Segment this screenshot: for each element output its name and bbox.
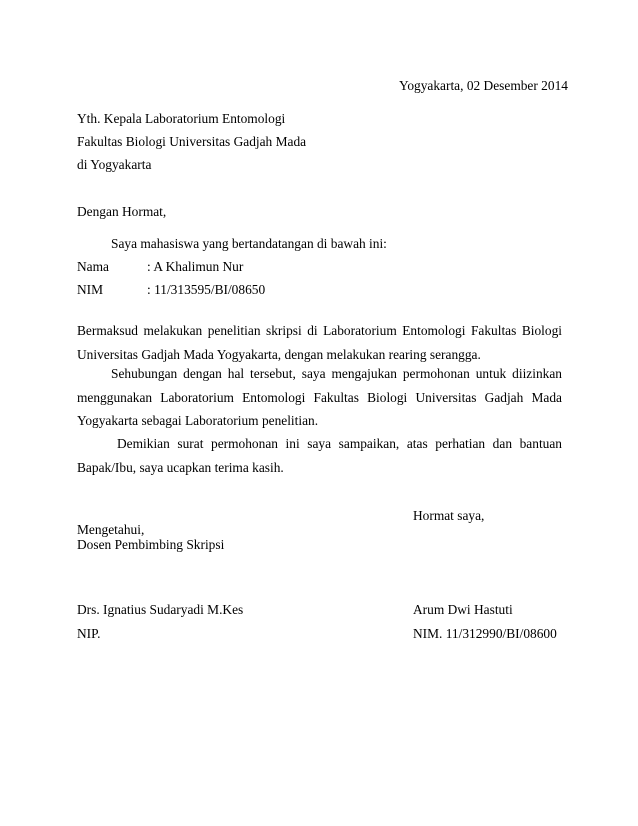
intro-text: Saya mahasiswa yang bertandatangan di bawah ini: [111,236,387,251]
approver-id: NIP. [77,626,101,641]
approval-label: Mengetahui, [77,522,145,537]
recipient-line-1: Yth. Kepala Laboratorium Entomologi [77,111,286,126]
paragraph-purpose: Bermaksud melakukan penelitian skripsi di Laboratorium Entomologi Fakultas Biologi Universitas Gadjah Mada Yogyakarta, dengan melakukan rearing serangga. [77,323,562,362]
sender-id: NIM. 11/312990/BI/08600 [413,626,557,641]
identity-nim-label: NIM [77,282,104,297]
paragraph-request: Sehubungan dengan hal tersebut, saya mengajukan permohonan untuk diizinkan menggunakan Laboratorium Entomologi Fakultas Biologi Universitas Gadjah Mada Yogyakarta sebagai Laboratorium penelitian. [77,366,562,428]
recipient-line-3: di Yogyakarta [77,157,152,172]
sender-name: Arum Dwi Hastuti [413,602,513,617]
approver-name: Drs. Ignatius Sudaryadi M.Kes [77,602,244,617]
paragraph-closing: Demikian surat permohonan ini saya sampaikan, atas perhatian dan bantuan Bapak/Ibu, saya ucapkan terima kasih. [77,436,562,475]
approval-role: Dosen Pembimbing Skripsi [77,537,225,552]
place-date: Yogyakarta, 02 Desember 2014 [399,78,568,93]
identity-name-value: : A Khalimun Nur [147,259,244,274]
recipient-line-2: Fakultas Biologi Universitas Gadjah Mada [77,134,307,149]
identity-nim-value: : 11/313595/BI/08650 [147,282,266,297]
identity-name-label: Nama [77,259,109,274]
closing-greeting: Hormat saya, [413,508,485,523]
salutation: Dengan Hormat, [77,204,167,219]
